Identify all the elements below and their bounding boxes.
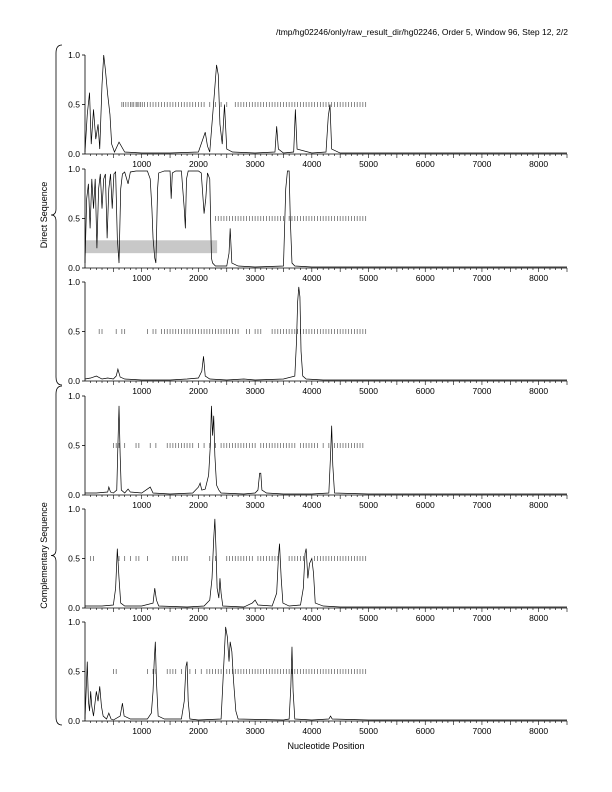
x-tick-label: 6000 <box>415 386 435 396</box>
group-bracket <box>51 386 62 725</box>
x-tick-label: 1000 <box>132 726 152 736</box>
x-tick-label: 5000 <box>359 613 378 623</box>
y-tick-label: 0.5 <box>68 553 80 564</box>
x-tick-label: 7000 <box>472 273 492 283</box>
x-tick-label: 1000 <box>132 613 152 623</box>
y-tick-label: 0.5 <box>68 666 80 677</box>
group-label: Complementary Sequence <box>39 502 49 609</box>
x-tick-label: 4000 <box>302 159 322 169</box>
y-tick-label: 1.0 <box>68 50 80 60</box>
x-tick-label: 7000 <box>472 159 492 169</box>
x-tick-label: 3000 <box>245 613 265 623</box>
x-tick-label: 8000 <box>529 386 549 396</box>
y-tick-label: 1.0 <box>68 617 80 627</box>
x-tick-label: 6000 <box>415 726 435 736</box>
x-tick-label: 7000 <box>472 726 492 736</box>
x-tick-label: 2000 <box>188 386 208 396</box>
group-bracket <box>51 45 62 385</box>
x-tick-label: 8000 <box>529 726 549 736</box>
group-label: Direct Sequence <box>39 181 49 249</box>
x-tick-label: 8000 <box>529 613 549 623</box>
x-tick-label: 5000 <box>359 386 378 396</box>
x-tick-label: 5000 <box>359 159 378 169</box>
y-tick-label: 1.0 <box>68 277 80 287</box>
x-tick-label: 4000 <box>302 726 322 736</box>
y-tick-label: 0.0 <box>68 149 80 159</box>
figure-title: /tmp/hg02246/only/raw_result_dir/hg02246, Order 5, Window 96, Step 12, 2/2 <box>275 27 568 37</box>
x-tick-label: 2000 <box>188 273 208 283</box>
x-tick-label: 2000 <box>188 159 208 169</box>
x-tick-label: 5000 <box>359 726 378 736</box>
series-line <box>85 406 567 494</box>
x-tick-label: 3000 <box>245 726 265 736</box>
x-tick-label: 6000 <box>415 159 435 169</box>
x-tick-label: 7000 <box>472 613 492 623</box>
y-tick-label: 0.5 <box>68 440 80 451</box>
y-tick-label: 0.0 <box>68 490 80 500</box>
y-tick-label: 0.0 <box>68 263 80 273</box>
x-tick-label: 1000 <box>132 386 152 396</box>
x-tick-label: 8000 <box>529 500 549 510</box>
panel-2 <box>68 164 567 283</box>
x-axis-title: Nucleotide Position <box>287 741 365 751</box>
y-tick-label: 1.0 <box>68 164 80 174</box>
x-tick-label: 1000 <box>132 500 152 510</box>
series-line <box>85 519 567 607</box>
x-tick-label: 3000 <box>245 159 265 169</box>
y-tick-label: 1.0 <box>68 504 80 514</box>
x-tick-label: 2000 <box>188 613 208 623</box>
panel-5 <box>68 504 567 623</box>
panel-1 <box>68 50 567 169</box>
y-tick-label: 1.0 <box>68 391 80 401</box>
group-1 <box>39 45 62 385</box>
x-tick-label: 2000 <box>188 726 208 736</box>
panel-4 <box>68 391 567 510</box>
x-tick-label: 7000 <box>472 386 492 396</box>
x-tick-label: 7000 <box>472 500 492 510</box>
x-tick-label: 5000 <box>359 273 378 283</box>
group-brackets <box>39 45 62 725</box>
y-tick-label: 0.0 <box>68 603 80 613</box>
x-tick-label: 1000 <box>132 273 152 283</box>
highlight-band <box>85 240 217 253</box>
y-tick-label: 0.5 <box>68 213 80 224</box>
x-tick-label: 4000 <box>302 273 322 283</box>
x-tick-label: 6000 <box>415 273 435 283</box>
y-tick-label: 0.5 <box>68 99 80 110</box>
panel-3 <box>68 277 567 396</box>
x-tick-label: 4000 <box>302 500 322 510</box>
x-tick-label: 5000 <box>359 500 378 510</box>
x-tick-label: 3000 <box>245 386 265 396</box>
y-tick-label: 0.5 <box>68 326 80 337</box>
x-tick-label: 8000 <box>529 159 549 169</box>
y-tick-label: 0.0 <box>68 376 80 386</box>
x-tick-label: 1000 <box>132 159 152 169</box>
x-tick-label: 6000 <box>415 500 435 510</box>
panels <box>68 50 567 736</box>
group-2 <box>39 386 62 725</box>
x-tick-label: 8000 <box>529 273 549 283</box>
x-tick-label: 3000 <box>245 273 265 283</box>
x-tick-label: 3000 <box>245 500 265 510</box>
y-tick-label: 0.0 <box>68 716 80 726</box>
x-tick-label: 4000 <box>302 613 322 623</box>
x-tick-label: 4000 <box>302 386 322 396</box>
x-tick-label: 6000 <box>415 613 435 623</box>
x-tick-label: 2000 <box>188 500 208 510</box>
panel-6 <box>68 617 567 736</box>
